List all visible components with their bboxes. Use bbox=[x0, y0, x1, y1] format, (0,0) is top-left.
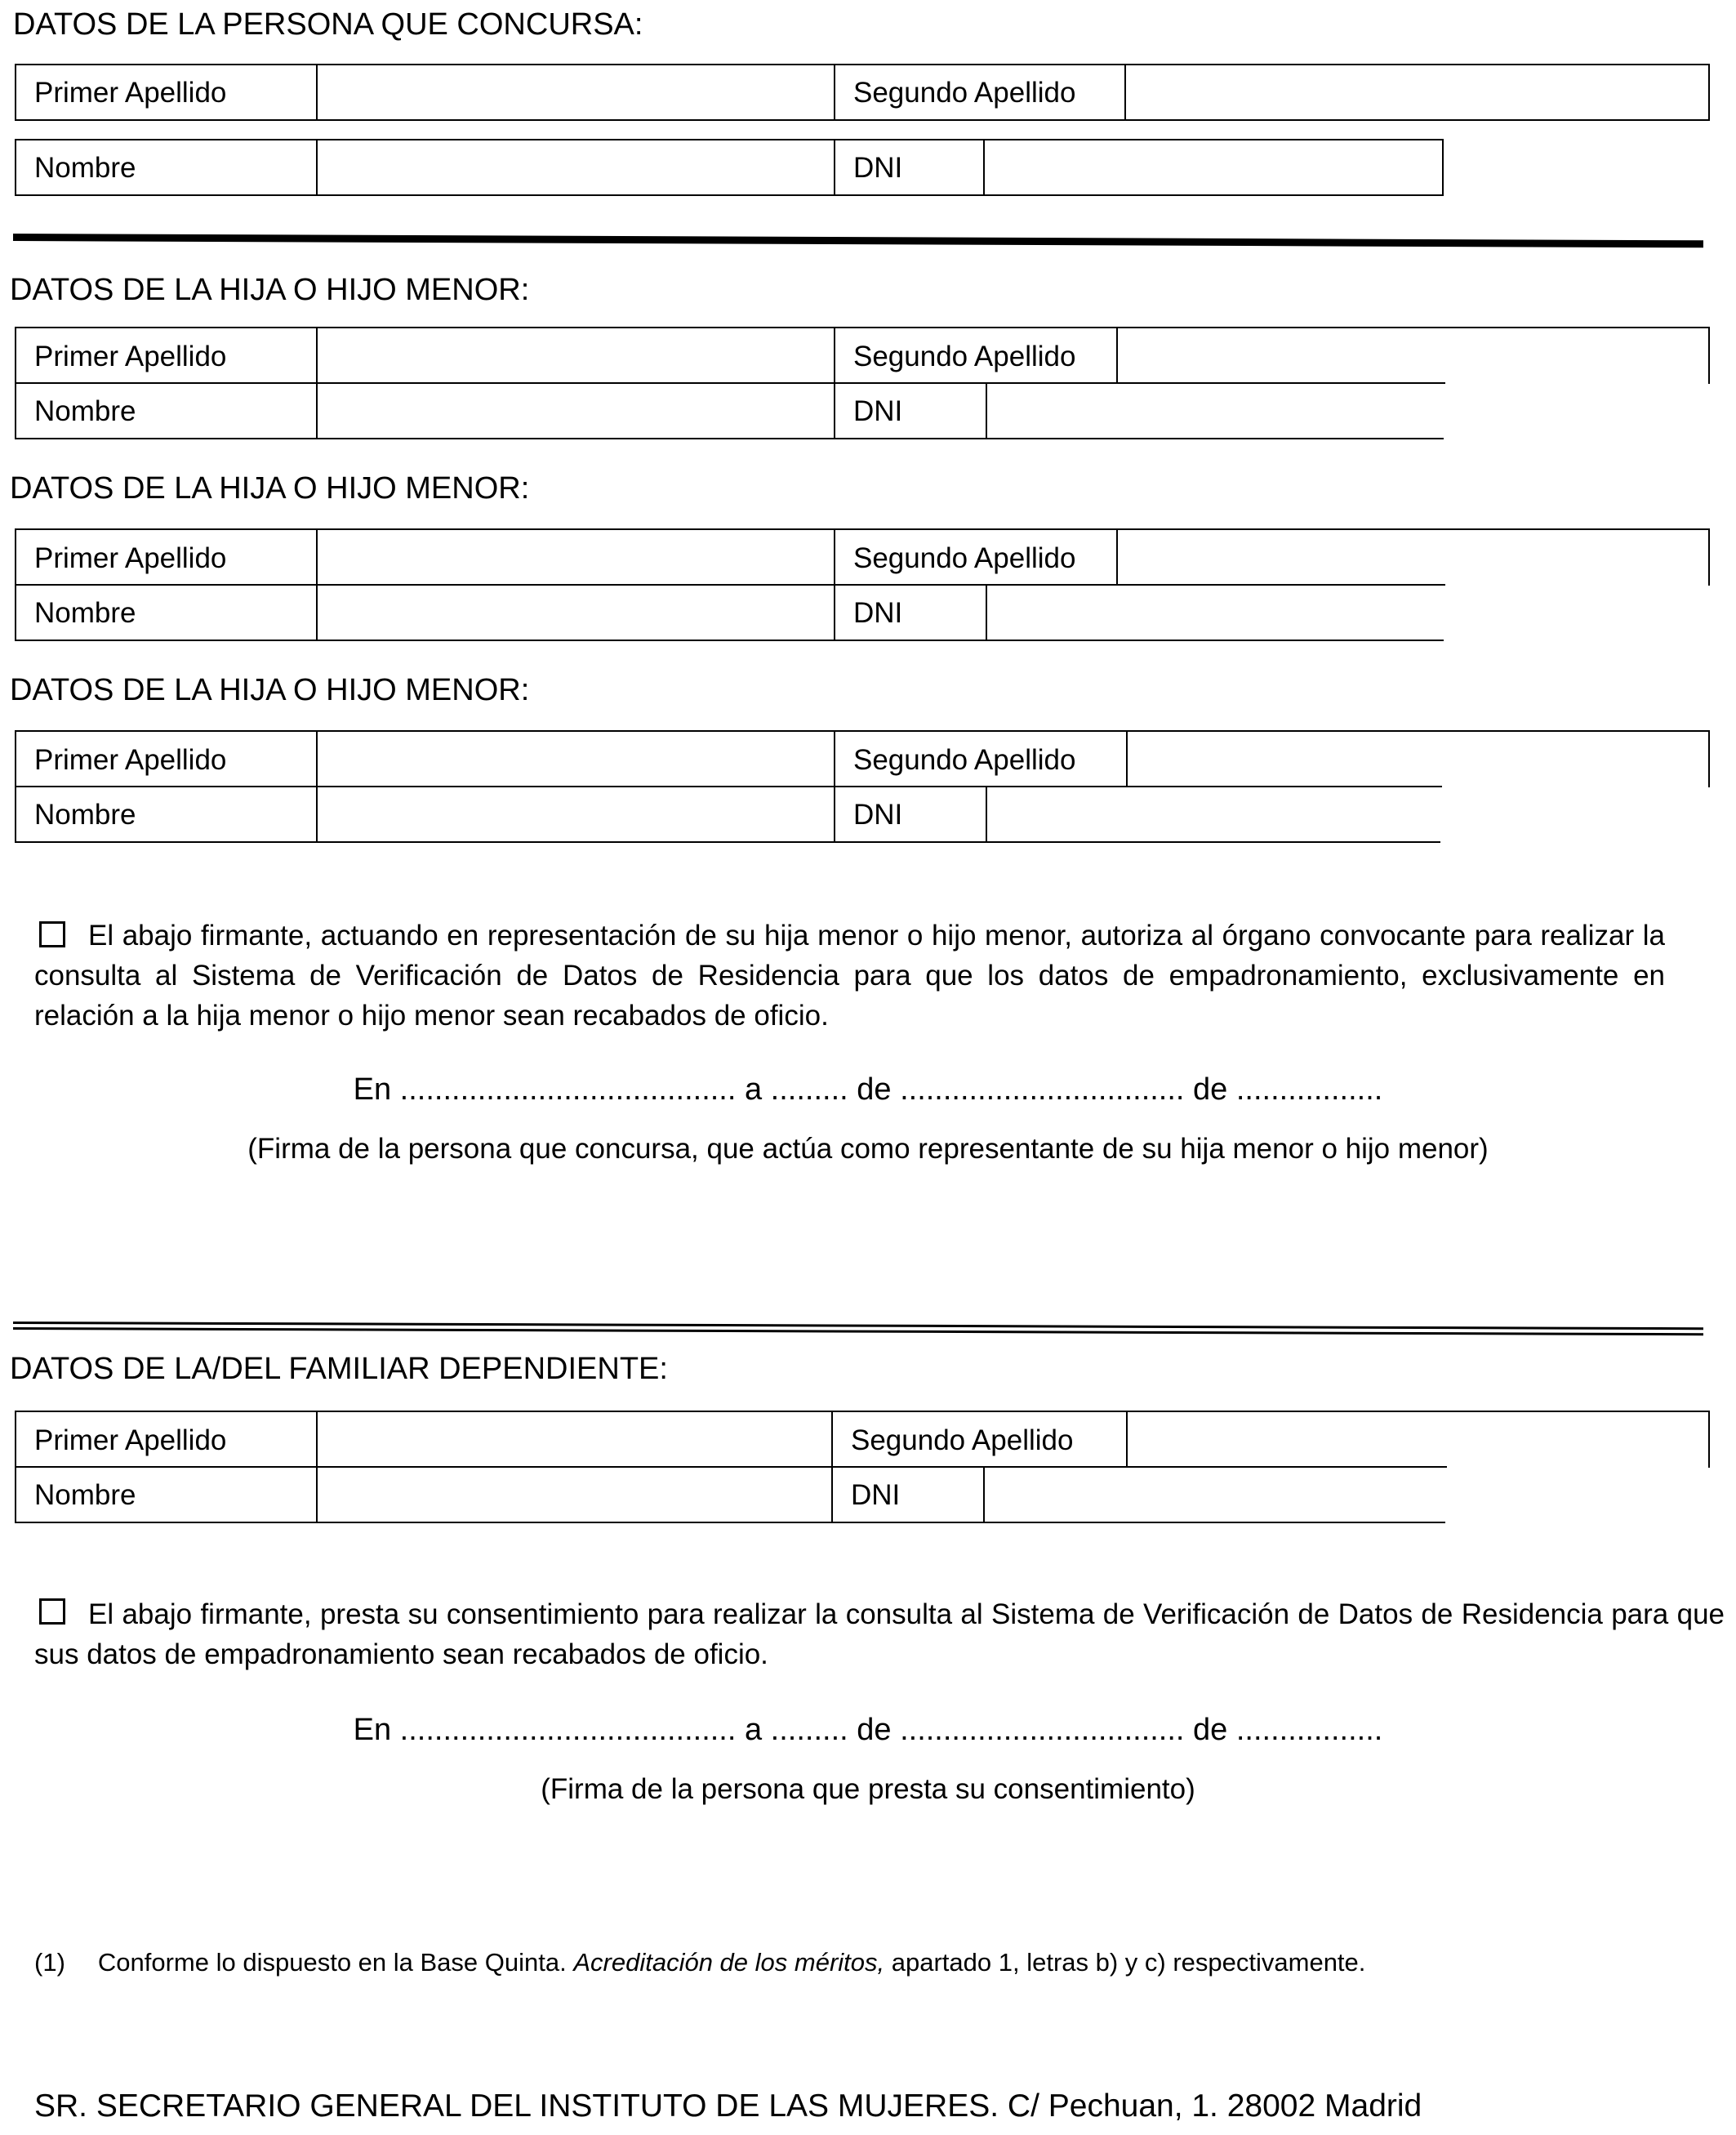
familiar-segundo-apellido-field[interactable] bbox=[1126, 1412, 1708, 1468]
hija2-nombre-field[interactable] bbox=[316, 586, 834, 640]
primer-apellido-label: Primer Apellido bbox=[34, 542, 227, 574]
hija1-dni-field[interactable] bbox=[986, 384, 1445, 438]
section-divider-thick bbox=[13, 234, 1703, 247]
persona-segundo-apellido-field[interactable] bbox=[1124, 65, 1708, 119]
addressee-footer: SR. SECRETARIO GENERAL DEL INSTITUTO DE LAS MUJERES. C/ Pechuan, 1. 28002 Madrid bbox=[34, 2088, 1422, 2124]
persona-dni-field[interactable] bbox=[983, 140, 1442, 194]
persona-row-apellidos bbox=[15, 64, 1710, 121]
section-heading-persona: DATOS DE LA PERSONA QUE CONCURSA: bbox=[13, 7, 643, 42]
section-heading-hija-1: DATOS DE LA HIJA O HIJO MENOR: bbox=[10, 273, 530, 307]
dni-label: DNI bbox=[834, 586, 986, 640]
persona-nombre-field[interactable] bbox=[316, 140, 834, 194]
familiar-dni-field[interactable] bbox=[983, 1468, 1447, 1522]
mask-familiar bbox=[1445, 1468, 1713, 1527]
hija1-segundo-apellido-field[interactable] bbox=[1116, 328, 1708, 384]
consent-minor-text: El abajo firmante, actuando en representación de su hija menor o hijo menor, autoriza al órgano convocante para realizar la consulta al Sistema de Verificación de Datos de Residencia para que los datos de empadronamiento, exclusivamente en relación a la hija menor o hijo menor sean recabados de oficio. bbox=[34, 920, 1665, 1032]
dni-label: DNI bbox=[834, 384, 986, 438]
segundo-apellido-label: Segundo Apellido bbox=[831, 1412, 1126, 1468]
mask-hija1 bbox=[1444, 384, 1713, 443]
consent-familiar-text: El abajo firmante, presta su consentimiento para realizar la consulta al Sistema de Verificación de Datos de Residencia para que sus datos de empadronamiento sean recabados de oficio. bbox=[34, 1598, 1725, 1670]
nombre-label: Nombre bbox=[34, 798, 136, 831]
persona-primer-apellido-field[interactable] bbox=[316, 65, 834, 119]
section-heading-familiar: DATOS DE LA/DEL FAMILIAR DEPENDIENTE: bbox=[10, 1352, 668, 1386]
dni-label: DNI bbox=[831, 1468, 983, 1522]
section-heading-hija-2: DATOS DE LA HIJA O HIJO MENOR: bbox=[10, 471, 530, 506]
hija3-segundo-apellido-field[interactable] bbox=[1126, 732, 1708, 787]
section-heading-hija-3: DATOS DE LA HIJA O HIJO MENOR: bbox=[10, 673, 530, 707]
hija1-nombre-field[interactable] bbox=[316, 384, 834, 438]
nombre-label: Nombre bbox=[34, 1478, 136, 1511]
footnote-number: (1) bbox=[34, 1948, 65, 1977]
nombre-label: Nombre bbox=[34, 596, 136, 629]
familiar-primer-apellido-field[interactable] bbox=[316, 1412, 831, 1468]
consent-minor-signature-caption: (Firma de la persona que concursa, que actúa como representante de su hija menor o hijo menor) bbox=[247, 1133, 1489, 1165]
consent-familiar-place-date: En ....................................... a ......... de ................................. de ................. bbox=[353, 1713, 1383, 1747]
footnote-text-italic: Acreditación de los méritos, bbox=[573, 1948, 885, 1977]
mask-hija3 bbox=[1440, 787, 1713, 846]
dni-label: DNI bbox=[834, 787, 986, 841]
section-divider-double bbox=[13, 1322, 1703, 1339]
segundo-apellido-label: Segundo Apellido bbox=[834, 530, 1116, 586]
hija2-dni-field[interactable] bbox=[986, 586, 1445, 640]
footnote bbox=[34, 1946, 1365, 1979]
hija2-primer-apellido-field[interactable] bbox=[316, 530, 834, 586]
dni-label: DNI bbox=[834, 140, 983, 194]
primer-apellido-label: Primer Apellido bbox=[34, 1424, 227, 1456]
hija3-nombre-field[interactable] bbox=[316, 787, 834, 841]
segundo-apellido-label: Segundo Apellido bbox=[834, 732, 1126, 787]
hija3-primer-apellido-field[interactable] bbox=[316, 732, 834, 787]
primer-apellido-label: Primer Apellido bbox=[34, 743, 227, 776]
persona-row-nombre bbox=[15, 139, 1444, 196]
footnote-text-after: apartado 1, letras b) y c) respectivamente. bbox=[884, 1948, 1366, 1977]
hija3-dni-field[interactable] bbox=[986, 787, 1442, 841]
hija1-primer-apellido-field[interactable] bbox=[316, 328, 834, 384]
consent-minor-place-date: En ....................................... a ......... de ................................. de ................. bbox=[353, 1072, 1383, 1107]
mask-hija2 bbox=[1444, 586, 1713, 644]
consent-familiar-signature-caption: (Firma de la persona que presta su consentimiento) bbox=[541, 1773, 1195, 1805]
familiar-nombre-field[interactable] bbox=[316, 1468, 831, 1522]
segundo-apellido-label: Segundo Apellido bbox=[834, 328, 1116, 384]
nombre-label: Nombre bbox=[34, 394, 136, 427]
footnote-text-before: Conforme lo dispuesto en la Base Quinta. bbox=[97, 1948, 574, 1977]
hija2-segundo-apellido-field[interactable] bbox=[1116, 530, 1708, 586]
segundo-apellido-label: Segundo Apellido bbox=[834, 65, 1124, 119]
nombre-label: Nombre bbox=[34, 151, 136, 184]
primer-apellido-label: Primer Apellido bbox=[34, 340, 227, 372]
primer-apellido-label: Primer Apellido bbox=[34, 76, 227, 109]
